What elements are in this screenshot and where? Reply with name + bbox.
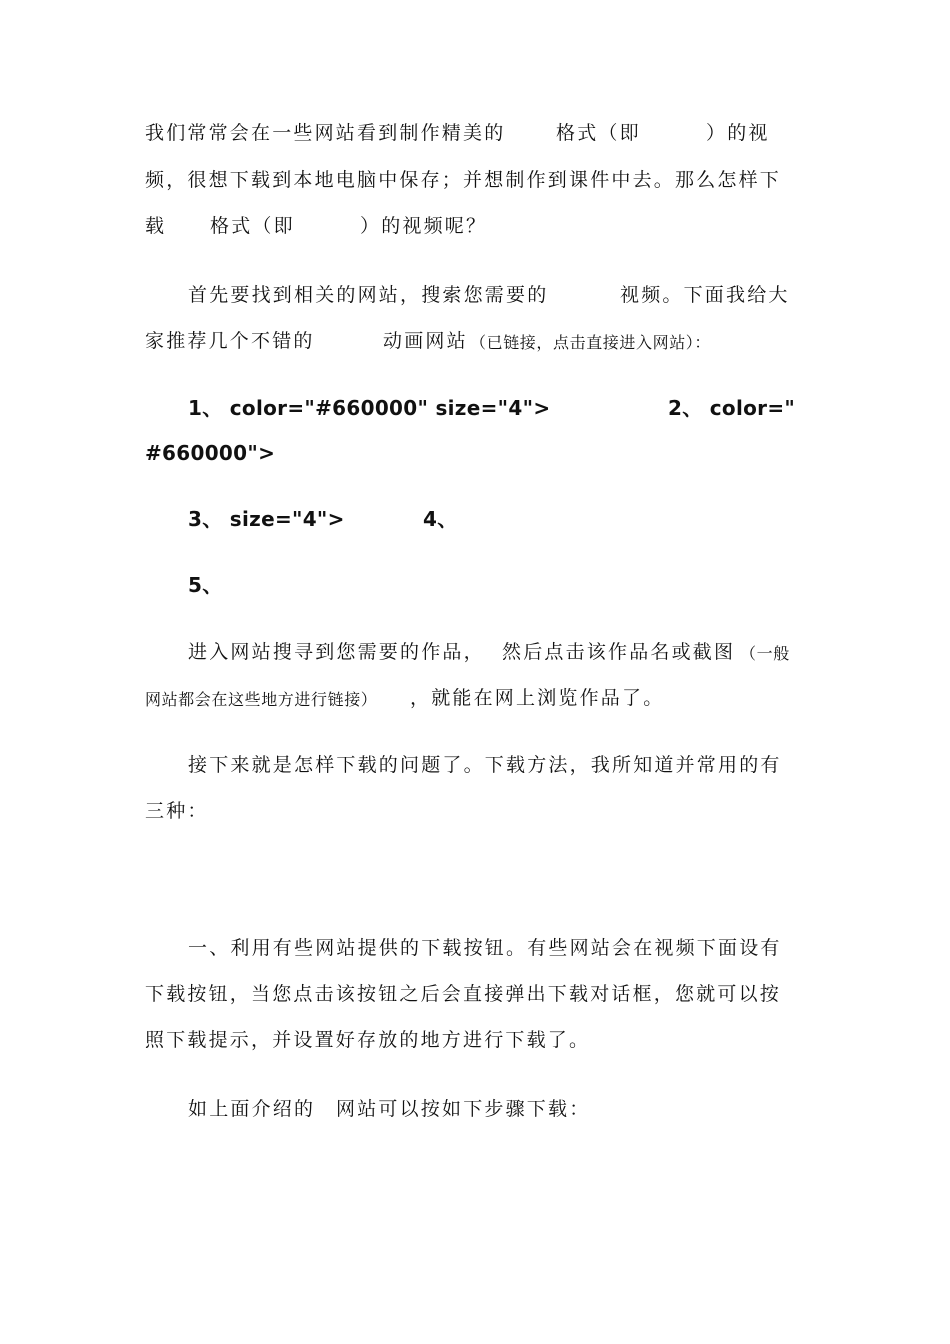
browse-line-1c: （一般 [740, 644, 790, 663]
browse-line-1a: 进入网站搜寻到您需要的作品， [188, 641, 485, 663]
intro-line-3b: 格式（即 [210, 215, 295, 237]
steps-line-a: 如上面介绍的 [188, 1098, 316, 1120]
method-one-line-1: 一、利用有些网站提供的下载按钮。有些网站会在视频下面设有 [188, 937, 782, 959]
method-one-line-2: 下载按钮，当您点击该按钮之后会直接弹出下载对话框，您就可以按 [145, 983, 782, 1005]
find-line-1b: 视频。下面我给大 [620, 284, 790, 306]
find-line-2c: （已链接，点击直接进入网站）： [470, 333, 712, 352]
site-link-5[interactable]: 5、 [188, 573, 223, 597]
find-line-2b: 动画网站 [383, 330, 468, 352]
browse-line-2a: 网站都会在这些地方进行链接） [145, 690, 378, 709]
site-link-2[interactable]: 2、 color=" [668, 396, 796, 420]
site-link-3[interactable]: 3、 size="4"> [188, 507, 345, 531]
find-line-1a: 首先要找到相关的网站，搜索您需要的 [188, 284, 549, 306]
method-intro-line-2: 三种： [145, 800, 209, 822]
method-intro-line-1: 接下来就是怎样下载的问题了。下载方法，我所知道并常用的有 [188, 754, 782, 776]
intro-line-1c: ）的视 [706, 122, 770, 144]
site-link-1[interactable]: 1、 color="#660000" size="4"> [188, 396, 551, 420]
browse-line-2b: ，就能在网上浏览作品了。 [410, 687, 665, 709]
intro-line-1b: 格式（即 [556, 122, 641, 144]
find-line-2a: 家推荐几个不错的 [145, 330, 315, 352]
intro-line-3a: 载 [145, 215, 167, 237]
site-link-4[interactable]: 4、 [423, 507, 458, 531]
method-one-line-3: 照下载提示，并设置好存放的地方进行下载了。 [145, 1029, 591, 1051]
intro-line-1a: 我们常常会在一些网站看到制作精美的 [145, 122, 506, 144]
intro-line-2: 频，很想下载到本地电脑中保存；并想制作到课件中去。那么怎样下 [145, 169, 782, 191]
steps-line-b: 网站可以按如下步骤下载： [336, 1098, 591, 1120]
site-link-2-cont[interactable]: #660000"> [145, 441, 276, 465]
intro-line-3c: ）的视频呢？ [360, 215, 488, 237]
browse-line-1b: 然后点击该作品名或截图 [502, 641, 736, 663]
